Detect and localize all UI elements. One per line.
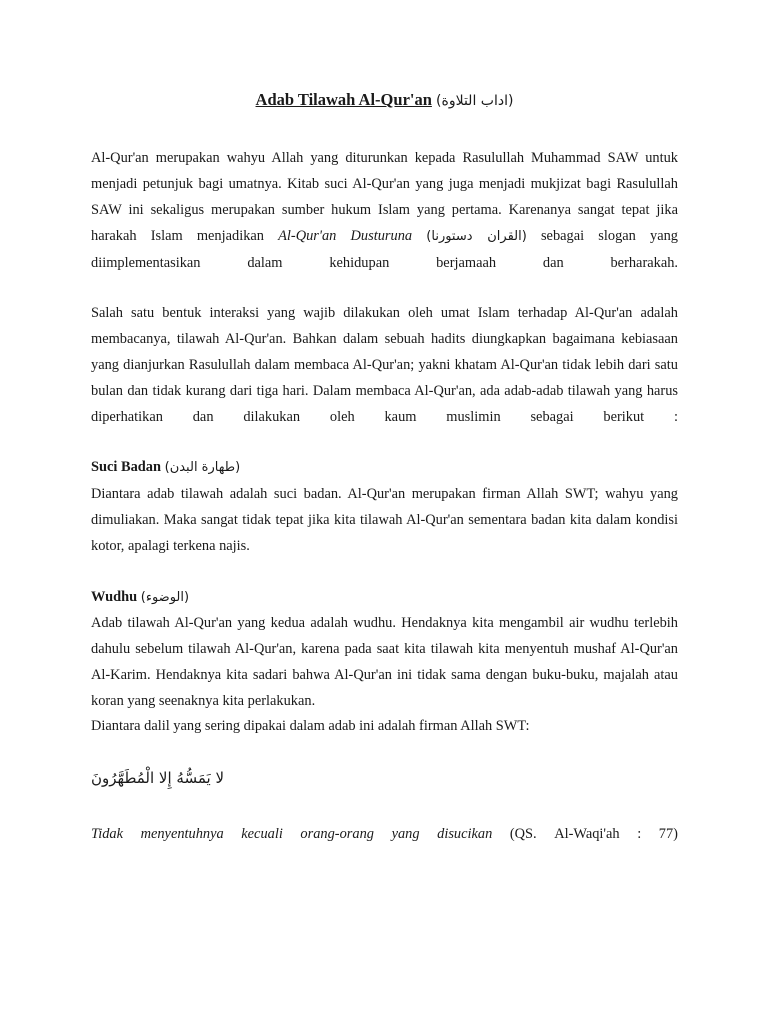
heading-wudhu-latin: Wudhu	[91, 589, 138, 605]
reference-part: :	[637, 826, 642, 842]
heading-suci-badan-latin: Suci Badan	[91, 459, 161, 475]
intro-arabic-slogan: (القران دستورنا)	[426, 229, 527, 244]
intro-text-1: Al-Qur'an merupakan wahyu Allah yang diturunkan kepada Rasulullah Muhammad SAW untuk menjadi petunjuk bagi umatnya. Kitab suci Al-Qur'an yang juga menjadi mukjizat bagi Rasulullah SAW ini sekaligus merupakan sumber hukum Islam yang pertama. Karenanya sangat tepat jika harakah Islam menjadikan	[91, 150, 678, 244]
intro-italic-slogan: Al-Qur'an Dusturuna	[278, 228, 413, 244]
translation-word: yang	[391, 826, 420, 842]
suci-badan-paragraph: Diantara adab tilawah adalah suci badan. Al-Qur'an merupakan firman Allah SWT; wahyu yang dimuliakan. Maka sangat tidak tepat jika kita tilawah Al-Qur'an sementara badan kita dalam kondisi kotor, apalagi terkena najis.	[91, 486, 678, 554]
quran-verse-arabic: لا يَمَسُّهُ إِلا الْمُطَهَّرُونَ	[91, 769, 225, 787]
interaction-paragraph: Salah satu bentuk interaksi yang wajib dilakukan oleh umat Islam terhadap Al-Qur'an adalah membacanya, tilawah Al-Qur'an. Bahkan dalam sebuah hadits diungkapkan bagaimana kebiasaan yang dianjurkan Rasulullah dalam membaca Al-Qur'an; yakni khatam Al-Qur'an tidak lebih dari satu bulan dan tidak kurang dari tiga hari. Dalam membaca Al-Qur'an, ada adab-adab tilawah yang harus diperhatikan dan dilakukan oleh kaum muslimin sebagai berikut :	[91, 305, 678, 425]
reference-part: Al-Waqi'ah	[554, 826, 620, 842]
translation-word: disucikan	[437, 826, 493, 842]
title-latin: Adab Tilawah Al-Qur'an	[255, 90, 432, 109]
translation-word: orang-orang	[300, 826, 374, 842]
translation-word: Tidak	[91, 826, 123, 842]
document-title	[91, 88, 678, 113]
dalil-intro: Diantara dalil yang sering dipakai dalam adab ini adalah firman Allah SWT:	[91, 718, 530, 734]
wudhu-paragraph: Adab tilawah Al-Qur'an yang kedua adalah wudhu. Hendaknya kita mengambil air wudhu terlebih dahulu sebelum tilawah Al-Qur'an, karena pada saat kita tilawah kita menyentuh mushaf Al-Qur'an Al-Karim. Hendaknya kita sadari bahwa Al-Qur'an ini tidak sama dengan buku-buku, majalah atau koran yang seenaknya kita perlakukan.	[91, 615, 678, 709]
heading-wudhu-arabic: (الوضوء)	[140, 590, 190, 605]
title-arabic: (اداب التلاوة)	[436, 93, 514, 109]
reference-part: (QS.	[509, 826, 537, 842]
heading-suci-badan-arabic: (طهارة البدن)	[164, 460, 241, 475]
verse-translation	[91, 822, 678, 846]
translation-word: kecuali	[241, 826, 283, 842]
heading-wudhu	[91, 585, 189, 610]
heading-suci-badan	[91, 455, 240, 480]
intro-paragraph	[91, 145, 678, 276]
translation-word: menyentuhnya	[140, 826, 224, 842]
intro-text-2: sebagai slogan yang diimplementasikan dalam kehidupan berjamaah dan berharakah.	[91, 228, 678, 271]
reference-part: 77)	[658, 826, 678, 842]
